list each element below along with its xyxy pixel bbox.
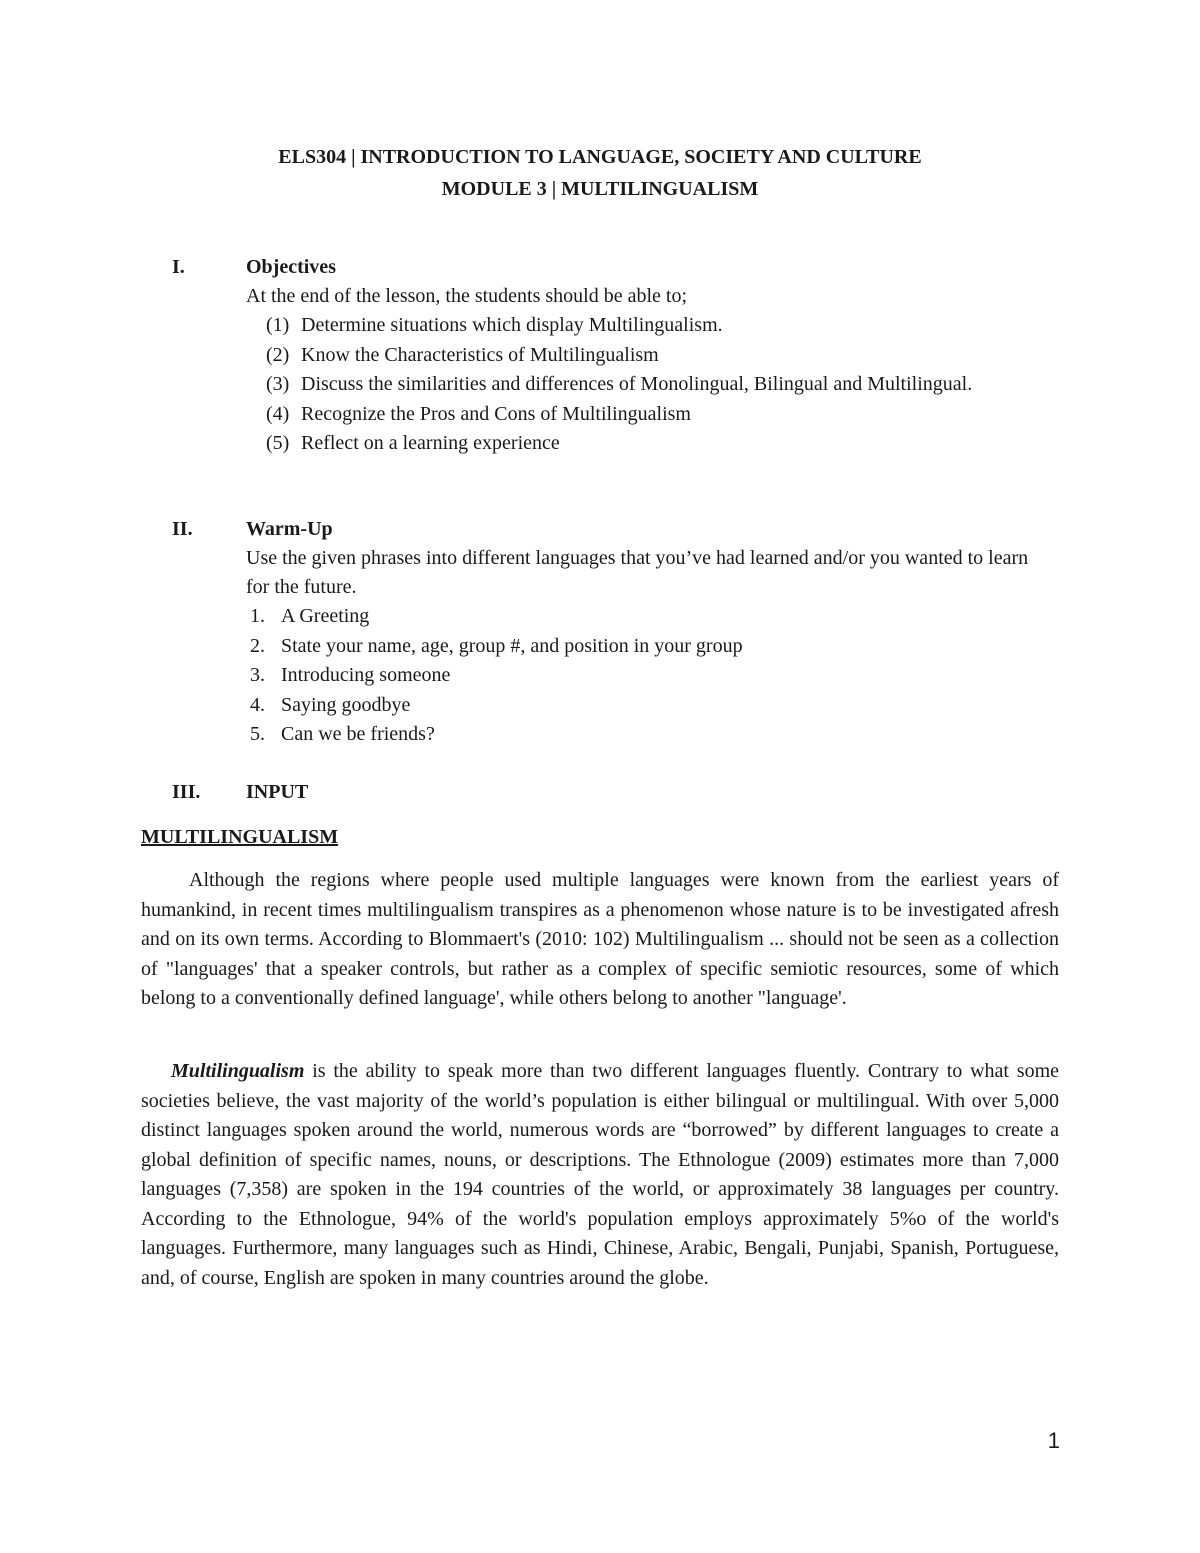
objectives-list <box>246 311 1066 459</box>
objective-number: (5) <box>266 432 290 454</box>
warmup-item-number: 1. <box>250 605 265 627</box>
warmup-item-text: A Greeting <box>281 605 370 627</box>
warmup-item-number: 4. <box>250 693 265 716</box>
module-title: MODULE 3 | MULTILINGUALISM <box>441 178 759 200</box>
warmup-intro: Use the given phrases into different languages that you’ve had learned and/or you wanted to learn for the future. <box>246 547 1029 598</box>
objectives-body <box>246 252 1066 459</box>
warmup-number: II. <box>172 518 193 540</box>
objective-text: Reflect on a learning experience <box>301 432 560 454</box>
page-number: 1 <box>1047 1428 1060 1453</box>
warmup-item <box>246 691 1066 721</box>
warmup-item-text: Introducing someone <box>281 664 451 686</box>
objective-number: (3) <box>266 373 290 395</box>
paragraph-two-text: is the ability to speak more than two different languages fluently. Contrary to what some societies believe, the vast majority of the world’s population is either bilingual or multilingual. With over 5,000 distinct languages spoken around the world, numerous words are “borrowed” by different languages to create a global definition of specific names, nouns, or descriptions. The Ethnologue (2009) estimates more than 7,000 languages (7,358) are spoken in the 194 countries of the world, or approximately 38 languages per country. According to the Ethnologue, 94% of the world's population employs approximately 5%o of the world's languages. Furthermore, many languages such as Hindi, Chinese, Arabic, Bengali, Punjabi, Spanish, Portuguese, and, of course, English are spoken in many countries around the globe. <box>141 1060 1059 1289</box>
input-number: III. <box>172 781 201 803</box>
input-body <box>246 777 1066 807</box>
warmup-item-number: 3. <box>250 664 265 686</box>
objective-number: (4) <box>266 402 290 425</box>
objectives-number: I. <box>172 256 185 278</box>
warmup-item-text: Saying goodbye <box>281 693 411 716</box>
warmup-heading: Warm-Up <box>246 518 333 540</box>
input-heading: INPUT <box>246 781 309 803</box>
warmup-item-text: Can we be friends? <box>281 723 435 745</box>
warmup-item <box>246 720 1066 750</box>
multilingualism-subheading: MULTILINGUALISM <box>141 826 339 848</box>
objectives-intro: At the end of the lesson, the students should be able to; <box>246 285 688 307</box>
warmup-list <box>246 602 1066 750</box>
objective-number: (1) <box>266 314 290 336</box>
objective-item <box>246 311 1066 341</box>
paragraph-two <box>141 1057 1059 1293</box>
objective-item <box>246 370 1001 400</box>
warmup-item <box>246 632 1066 662</box>
objective-item <box>246 400 1066 430</box>
warmup-item <box>246 661 1066 691</box>
objective-item <box>246 341 1066 371</box>
objectives-heading: Objectives <box>246 256 336 278</box>
multilingualism-term: Multilingualism <box>171 1060 305 1082</box>
objective-text: Recognize the Pros and Cons of Multilingualism <box>301 402 691 425</box>
objective-text: Know the Characteristics of Multilingualism <box>301 343 659 366</box>
warmup-item-text: State your name, age, group #, and position in your group <box>281 634 743 657</box>
warmup-item-number: 5. <box>250 723 265 745</box>
paragraph-one: Although the regions where people used multiple languages were known from the earliest years of humankind, in recent times multilingualism transpires as a phenomenon whose nature is to be investigated afresh and on its own terms. According to Blommaert's (2010: 102) Multilingualism ... should not be seen as a collection of "languages' that a speaker controls, but rather as a complex of specific semiotic resources, some of which belong to a conventionally defined language', while others belong to another "language'. <box>141 869 1059 1009</box>
warmup-body <box>246 514 1066 750</box>
objective-number: (2) <box>266 343 290 366</box>
objective-text: Determine situations which display Multilingualism. <box>301 314 723 336</box>
course-title: ELS304 | INTRODUCTION TO LANGUAGE, SOCIETY AND CULTURE <box>278 146 922 168</box>
warmup-item-number: 2. <box>250 634 265 657</box>
warmup-item <box>246 602 1066 632</box>
objective-item <box>246 429 1066 459</box>
objective-text: Discuss the similarities and differences of Monolingual, Bilingual and Multilingual. <box>301 373 973 395</box>
